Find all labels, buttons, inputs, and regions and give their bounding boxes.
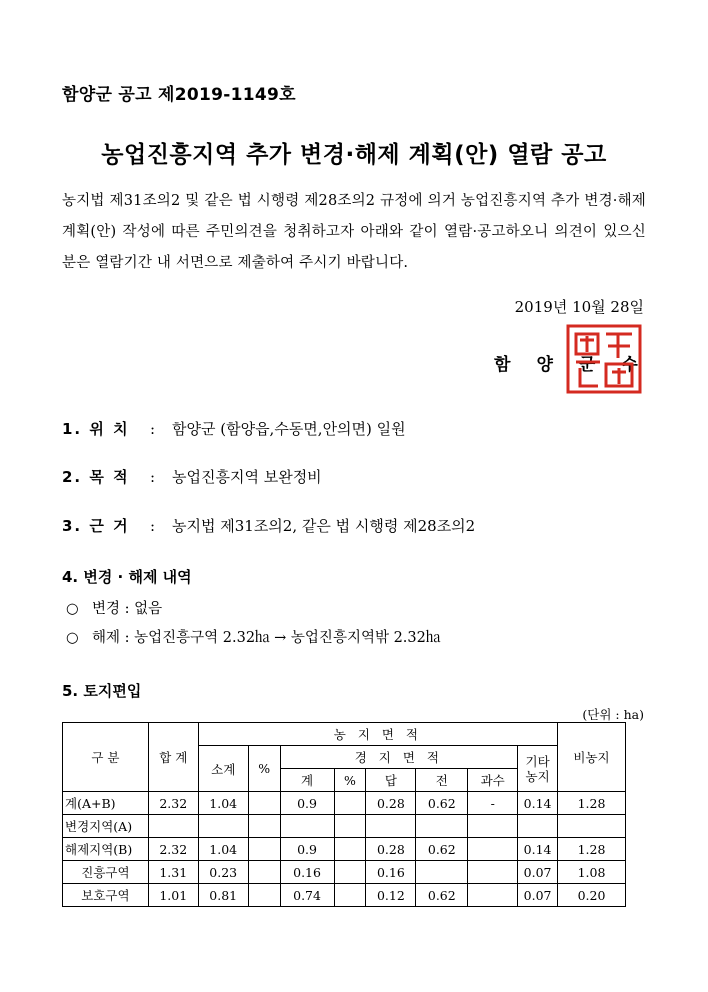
- table-cell: [148, 815, 198, 838]
- notice-date: 2019년 10월 28일: [514, 298, 644, 316]
- table-cell: [518, 815, 558, 838]
- table-cell: 0.16: [366, 861, 416, 884]
- table-cell: 0.9: [280, 838, 334, 861]
- row-label: 진흥구역: [63, 861, 149, 884]
- land-table: [62, 722, 626, 907]
- table-cell: 0.62: [416, 838, 468, 861]
- item-label: 3. 근 거: [62, 517, 130, 535]
- item-label: 1. 위 치: [62, 420, 130, 438]
- table-cell: 0.9: [280, 792, 334, 815]
- table-cell: 0.23: [198, 861, 248, 884]
- section-heading: 5. 토지편입: [62, 682, 142, 700]
- table-cell: 1.01: [148, 884, 198, 907]
- table-cell: 1.28: [558, 792, 626, 815]
- table-cell: [248, 861, 280, 884]
- table-cell: 1.31: [148, 861, 198, 884]
- table-cell: 1.08: [558, 861, 626, 884]
- table-cell: 2.32: [148, 792, 198, 815]
- table-cell: 0.28: [366, 838, 416, 861]
- row-label: 보호구역: [63, 884, 149, 907]
- table-cell: [416, 815, 468, 838]
- table-cell: [248, 792, 280, 815]
- col-header: 합 계: [148, 723, 198, 792]
- issuer-char: 군: [578, 355, 596, 375]
- table-cell: 0.12: [366, 884, 416, 907]
- table-cell: [468, 884, 518, 907]
- list-item: ○ 변경 : 없음: [66, 601, 163, 617]
- table-cell: [334, 884, 366, 907]
- table-cell: 0.07: [518, 861, 558, 884]
- table-cell: [198, 815, 248, 838]
- item-purpose: 2. 목 적 : 농업진흥지역 보완정비: [62, 468, 322, 486]
- table-cell: [334, 838, 366, 861]
- col-header: %: [334, 769, 366, 792]
- table-cell: 2.32: [148, 838, 198, 861]
- table-cell: [416, 861, 468, 884]
- col-header: 비농지: [558, 723, 626, 792]
- col-header: 기타 농지: [518, 746, 558, 792]
- table-cell: 1.04: [198, 792, 248, 815]
- table-cell: [334, 792, 366, 815]
- table-cell: 0.81: [198, 884, 248, 907]
- item-label: 2. 목 적: [62, 468, 130, 486]
- bullet-text: 해제 : 농업진흥구역 2.32㏊ → 농업진흥지역밖 2.32㏊: [92, 630, 441, 646]
- table-cell: [334, 815, 366, 838]
- col-header: 계: [280, 769, 334, 792]
- unit-label: (단위 : ha): [582, 707, 644, 722]
- table-cell: 0.16: [280, 861, 334, 884]
- table-cell: [280, 815, 334, 838]
- item-basis: 3. 근 거 : 농지법 제31조의2, 같은 법 시행령 제28조의2: [62, 517, 476, 535]
- table-row: [63, 884, 626, 907]
- table-cell: -: [468, 792, 518, 815]
- table-cell: [366, 815, 416, 838]
- item-value: 함양군 (함양읍,수동면,안의면) 일원: [172, 420, 406, 438]
- row-label: 변경지역(A): [63, 815, 149, 838]
- body-paragraph: 농지법 제31조의2 및 같은 법 시행령 제28조의2 규정에 의거 농업진흥지역 추가 변경·해제 계획(안) 작성에 따른 주민의견을 청취하고자 아래와 같이 열람·공고하오니 의견이 있으신 분은 열람기간 내 서면으로 제출하여 주시기 바랍니다.: [62, 193, 646, 271]
- col-header: 과수: [468, 769, 518, 792]
- item-location: 1. 위 치 : 함양군 (함양읍,수동면,안의면) 일원: [62, 420, 406, 438]
- official-seal-icon: [566, 324, 642, 394]
- col-header: 답: [366, 769, 416, 792]
- col-header: %: [248, 746, 280, 792]
- table-cell: [468, 861, 518, 884]
- table-cell: [468, 815, 518, 838]
- table-cell: 0.14: [518, 792, 558, 815]
- row-label: 해제지역(B): [63, 838, 149, 861]
- notice-number: 함양군 공고 제2019-1149호: [62, 85, 296, 105]
- table-row: [63, 838, 626, 861]
- col-header: 전: [416, 769, 468, 792]
- table-cell: [468, 838, 518, 861]
- table-cell: 0.14: [518, 838, 558, 861]
- col-header: 구 분: [63, 723, 149, 792]
- col-header: 경 지 면 적: [280, 746, 518, 769]
- col-header: 농 지 면 적: [198, 723, 557, 746]
- row-label: 계(A+B): [63, 792, 149, 815]
- table-cell: 0.62: [416, 792, 468, 815]
- table-cell: 0.07: [518, 884, 558, 907]
- table-cell: 0.62: [416, 884, 468, 907]
- table-cell: 0.74: [280, 884, 334, 907]
- table-cell: 0.28: [366, 792, 416, 815]
- col-header: 소계: [198, 746, 248, 792]
- table-row: [63, 861, 626, 884]
- table-row: [63, 815, 626, 838]
- table-cell: [248, 815, 280, 838]
- list-item: ○ 해제 : 농업진흥구역 2.32㏊ → 농업진흥지역밖 2.32㏊: [66, 630, 441, 646]
- issuer-char: 함: [494, 355, 511, 375]
- item-value: 농업진흥지역 보완정비: [172, 468, 322, 486]
- issuer-char: 수: [621, 355, 638, 375]
- table-cell: [334, 861, 366, 884]
- table-cell: [558, 815, 626, 838]
- table-cell: [248, 838, 280, 861]
- issuer-char: 양: [536, 355, 553, 375]
- table-row: [63, 792, 626, 815]
- section-heading: 4. 변경 · 해제 내역: [62, 568, 192, 586]
- table-cell: 1.28: [558, 838, 626, 861]
- page-title: 농업진흥지역 추가 변경·해제 계획(안) 열람 공고: [101, 142, 607, 168]
- table-cell: [248, 884, 280, 907]
- table-cell: 1.04: [198, 838, 248, 861]
- item-value: 농지법 제31조의2, 같은 법 시행령 제28조의2: [172, 517, 476, 535]
- table-cell: 0.20: [558, 884, 626, 907]
- bullet-text: 변경 : 없음: [92, 601, 163, 617]
